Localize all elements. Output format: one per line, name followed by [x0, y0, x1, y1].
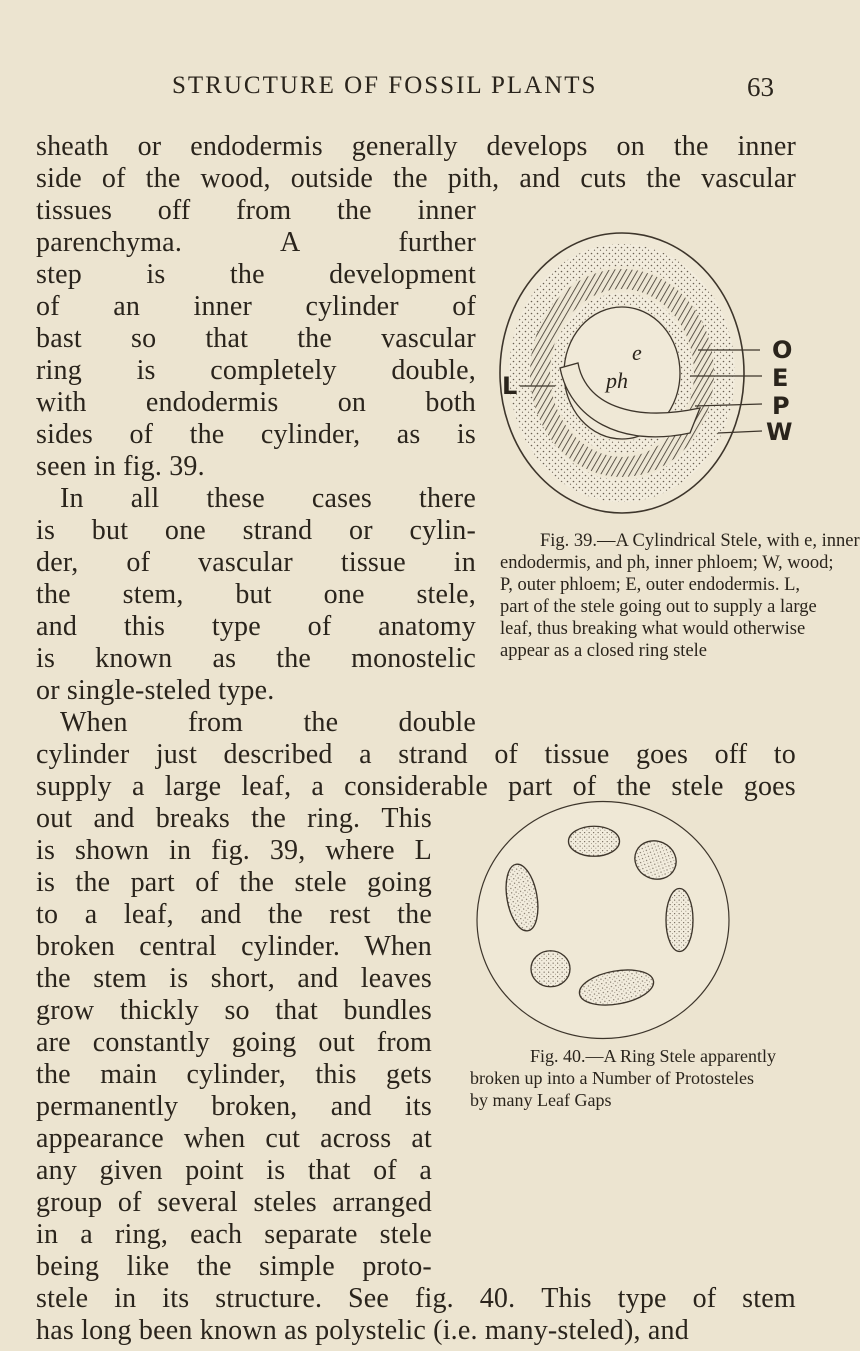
body-line: is but one strand or cylin- — [36, 515, 476, 546]
body-line: appearance when cut across at — [36, 1123, 432, 1154]
body-line: When from the double — [60, 707, 476, 738]
caption-line: endodermis, and ph, inner phloem; W, wood; — [500, 553, 834, 573]
body-line: any given point is that of a — [36, 1155, 432, 1186]
running-header — [0, 72, 800, 112]
figure-39-caption — [500, 530, 860, 662]
body-line: the stem is short, and leaves — [36, 963, 432, 994]
label-w: W — [766, 418, 793, 446]
body-line: seen in fig. 39. — [36, 451, 205, 482]
label-e-inner: e — [632, 340, 642, 365]
body-line: of an inner cylinder of — [36, 291, 476, 322]
body-line: the main cylinder, this gets — [36, 1059, 432, 1090]
body-line: side of the wood, outside the pith, and cuts the vascular — [36, 163, 796, 194]
body-line: are constantly going out from — [36, 1027, 432, 1058]
body-line: group of several steles arranged — [36, 1187, 432, 1218]
caption-line: broken up into a Number of Protosteles — [470, 1068, 754, 1088]
caption-line: Fig. 39.—A Cylindrical Stele, with e, inner — [540, 531, 860, 551]
body-line: broken central cylinder. When — [36, 931, 432, 962]
label-o: O — [772, 336, 793, 364]
body-line: permanently broken, and its — [36, 1091, 432, 1122]
figure-40-caption — [470, 1045, 776, 1111]
label-e-outer: E — [772, 364, 789, 392]
caption-line: by many Leaf Gaps — [470, 1090, 612, 1110]
figure-39-illustration — [500, 228, 800, 518]
body-line: tissues off from the inner — [36, 195, 476, 226]
body-line: ring is completely double, — [36, 355, 476, 386]
body-line: grow thickly so that bundles — [36, 995, 432, 1026]
caption-line: leaf, thus breaking what would otherwise — [500, 619, 806, 639]
body-line: to a leaf, and the rest the — [36, 899, 432, 930]
body-line: In all these cases there — [60, 483, 476, 514]
body-line: step is the development — [36, 259, 476, 290]
body-line: is shown in fig. 39, where L — [36, 835, 432, 866]
figure-39 — [500, 228, 800, 518]
label-p: P — [772, 392, 790, 420]
body-line: cylinder just described a strand of tissue goes off to — [36, 739, 796, 770]
body-line: or single-steled type. — [36, 675, 275, 706]
body-line: der, of vascular tissue in — [36, 547, 476, 578]
body-line: stele in its structure. See fig. 40. This type of stem — [36, 1283, 796, 1314]
body-line: has long been known as polystelic (i.e. many-steled), and — [36, 1315, 689, 1346]
label-l: L — [502, 372, 518, 400]
caption-line: Fig. 40.—A Ring Stele apparently — [530, 1046, 776, 1066]
page-number: 63 — [747, 72, 774, 102]
body-line: bast so that the vascular — [36, 323, 476, 354]
body-line: being like the simple proto- — [36, 1251, 432, 1282]
label-ph: ph — [606, 368, 628, 393]
body-line: supply a large leaf, a considerable part of the stele goes — [36, 771, 796, 802]
figure-40-illustration — [448, 800, 758, 1040]
body-line: and this type of anatomy — [36, 611, 476, 642]
running-title: STRUCTURE OF FOSSIL PLANTS — [172, 72, 598, 99]
caption-line: part of the stele going out to supply a large — [500, 597, 817, 617]
figure-40 — [448, 800, 758, 1044]
body-line: parenchyma. A further — [36, 227, 476, 258]
body-line: in a ring, each separate stele — [36, 1219, 432, 1250]
body-line: is the part of the stele going — [36, 867, 432, 898]
caption-line: P, outer phloem; E, outer endodermis. L, — [500, 575, 801, 595]
body-line: sides of the cylinder, as is — [36, 419, 476, 450]
body-line: the stem, but one stele, — [36, 579, 476, 610]
body-line: with endodermis on both — [36, 387, 476, 418]
body-line: is known as the monostelic — [36, 643, 476, 674]
body-line: out and breaks the ring. This — [36, 803, 432, 834]
body-line: sheath or endodermis generally develops on the inner — [36, 131, 796, 162]
caption-line: appear as a closed ring stele — [500, 641, 708, 661]
